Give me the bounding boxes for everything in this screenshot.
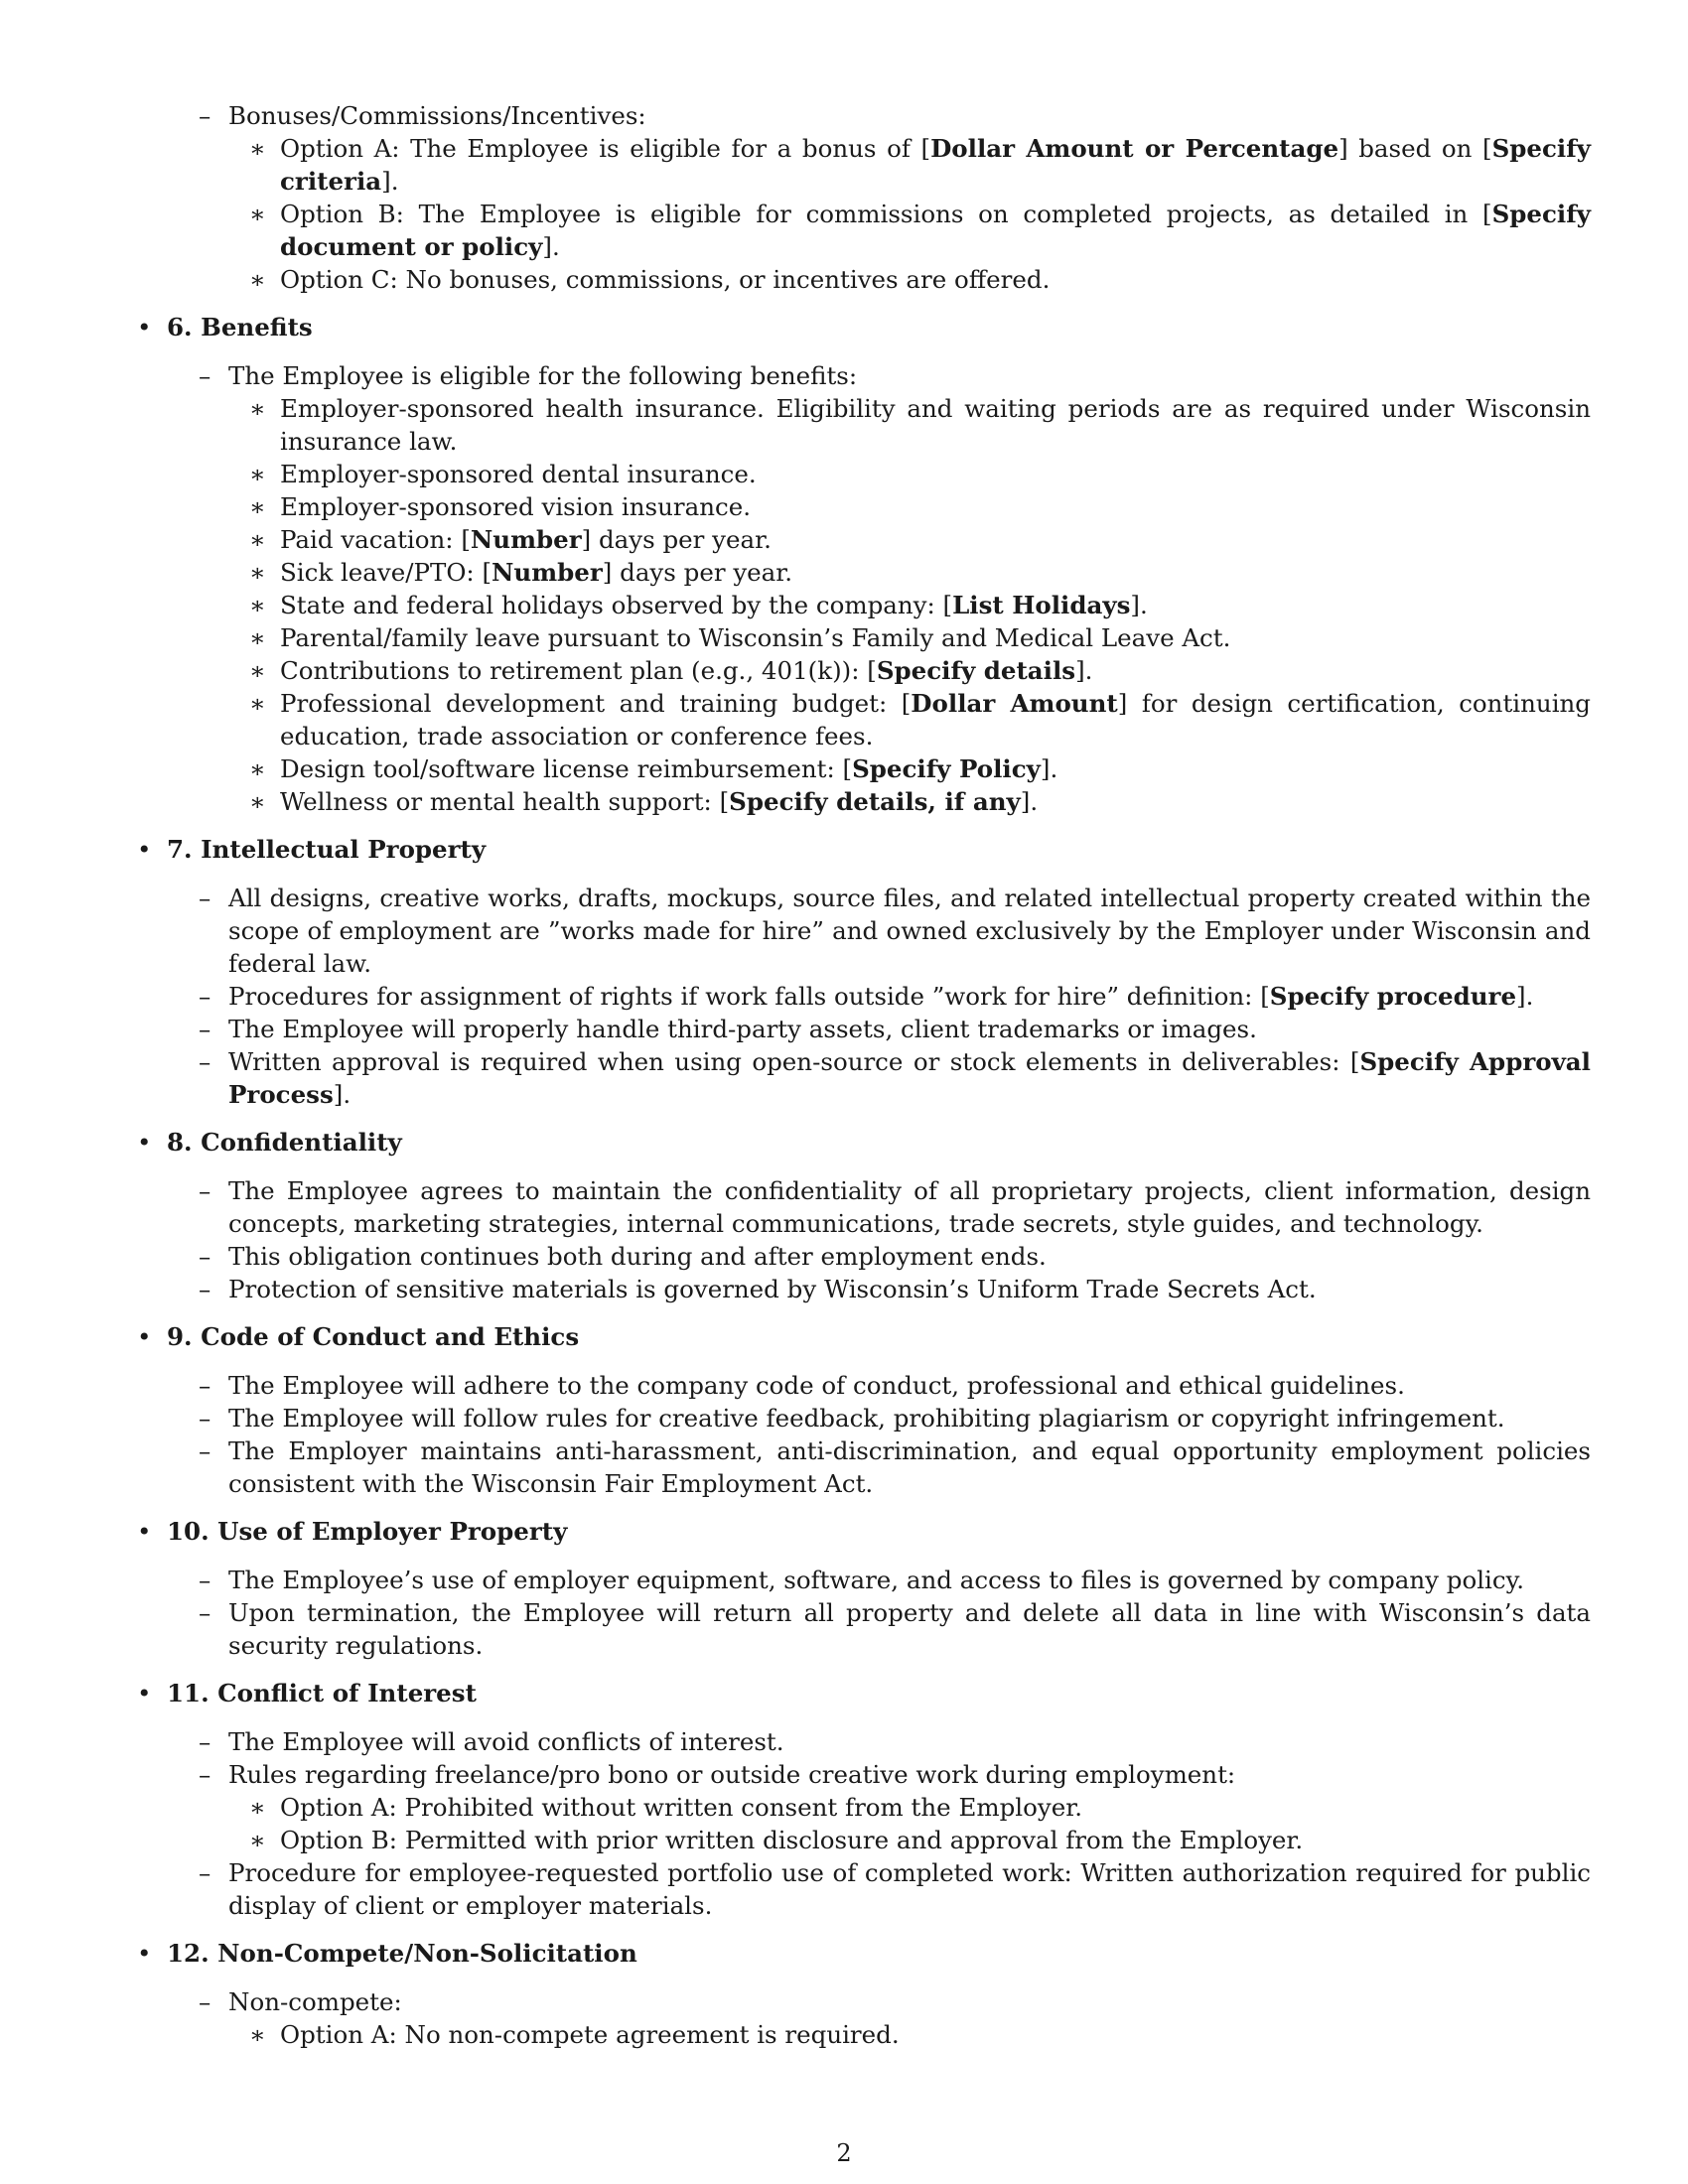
list-item: – Procedures for assignment of rights if work falls outside ”work for hire” definition: [Specify procedure]. [199,982,1534,1011]
list-item: – Written approval is required when using open-source or stock elements in deliverables: [Specify Approval Process]. [199,1047,1591,1109]
list-subitem: ∗ Employer-sponsored vision insurance. [249,492,751,521]
section-employer-property [137,1515,1591,1662]
list-subitem: ∗ Employer-sponsored health insurance. Eligibility and waiting periods are as required under Wisconsin insurance law. [249,394,1591,456]
list-item: – The Employer maintains anti-harassment, anti-discrimination, and equal opportunity employment policies consistent with the Wisconsin Fair Employment Act. [199,1436,1591,1498]
list-subitem: ∗ Paid vacation: [Number] days per year. [249,525,772,554]
list-item: – The Employee will follow rules for creative feedback, prohibiting plagiarism or copyright infringement. [199,1404,1505,1433]
list-subitem: ∗ Wellness or mental health support: [Specify details, if any]. [249,787,1039,816]
section-heading: • 9. Code of Conduct and Ethics [137,1322,580,1351]
list-item: – The Employee will properly handle third-party assets, client trademarks or images. [199,1015,1257,1043]
list-item: – All designs, creative works, drafts, mockups, source files, and related intellectual property created within the scope of employment are ”works made for hire” and owned exclusively by the Employer under Wisconsin and federal law. [199,884,1591,978]
section-code-of-conduct [137,1320,1591,1500]
list-subitem: ∗ State and federal holidays observed by the company: [List Holidays]. [249,591,1148,619]
list-item: – The Employee’s use of employer equipment, software, and access to files is governed by company policy. [199,1566,1524,1594]
section-heading: • 12. Non-Compete/Non-Solicitation [137,1939,637,1968]
list-item: – Procedure for employee-requested portfolio use of completed work: Written authorization required for public display of client or employer materials. [199,1858,1591,1920]
section-heading: • 6. Benefits [137,313,313,341]
section-intellectual-property [137,833,1591,1111]
list-item: – The Employee will adhere to the company code of conduct, professional and ethical guidelines. [199,1371,1405,1400]
list-subitem: ∗ Contributions to retirement plan (e.g., 401(k)): [Specify details]. [249,656,1093,685]
list-subitem: ∗ Option A: Prohibited without written consent from the Employer. [249,1793,1082,1822]
list-item: – Upon termination, the Employee will return all property and delete all data in line with Wisconsin’s data security regulations. [199,1598,1591,1660]
list-item: – Rules regarding freelance/pro bono or outside creative work during employment: [199,1760,1236,1789]
section-heading: • 8. Confidentiality [137,1128,402,1157]
list-item: – Protection of sensitive materials is governed by Wisconsin’s Uniform Trade Secrets Act. [199,1275,1317,1303]
list-item: – The Employee will avoid conflicts of interest. [199,1727,784,1756]
list-subitem: ∗ Option C: No bonuses, commissions, or incentives are offered. [249,265,1051,294]
list-subitem: ∗ Option A: No non-compete agreement is required. [249,2020,900,2049]
list-item: – Bonuses/Commissions/Incentives: [199,101,646,130]
section-conflict-of-interest [137,1677,1591,1922]
list-subitem: ∗ Design tool/software license reimbursement: [Specify Policy]. [249,754,1058,783]
section-benefits [137,311,1591,818]
list-item: – This obligation continues both during and after employment ends. [199,1242,1047,1271]
list-subitem: ∗ Parental/family leave pursuant to Wisconsin’s Family and Medical Leave Act. [249,623,1231,652]
list-subitem: ∗ Option A: The Employee is eligible for a bonus of [Dollar Amount or Percentage] based on [Specify criteria]. [249,134,1592,196]
section-heading: • 10. Use of Employer Property [137,1517,568,1546]
list-item: – Non-compete: [199,1987,402,2016]
list-item: – The Employee is eligible for the following benefits: [199,361,858,390]
section-heading: • 7. Intellectual Property [137,835,487,864]
section-confidentiality [137,1126,1591,1305]
section-non-compete [137,1937,1591,2051]
document-body [137,99,1591,2051]
list-subitem: ∗ Sick leave/PTO: [Number] days per year. [249,558,793,587]
list-subitem: ∗ Professional development and training budget: [Dollar Amount] for design certification, continuing education, trade association or conference fees. [249,689,1591,751]
list-item: – The Employee agrees to maintain the confidentiality of all proprietary projects, client information, design concepts, marketing strategies, internal communications, trade secrets, style guides, and technology. [199,1176,1591,1238]
page-number: 2 [836,2139,852,2167]
list-subitem: ∗ Option B: The Employee is eligible for commissions on completed projects, as detailed in [Specify document or policy]. [249,200,1591,261]
section-heading: • 11. Conflict of Interest [137,1679,477,1707]
list-subitem: ∗ Employer-sponsored dental insurance. [249,460,757,488]
list-subitem: ∗ Option B: Permitted with prior written disclosure and approval from the Employer. [249,1826,1304,1854]
